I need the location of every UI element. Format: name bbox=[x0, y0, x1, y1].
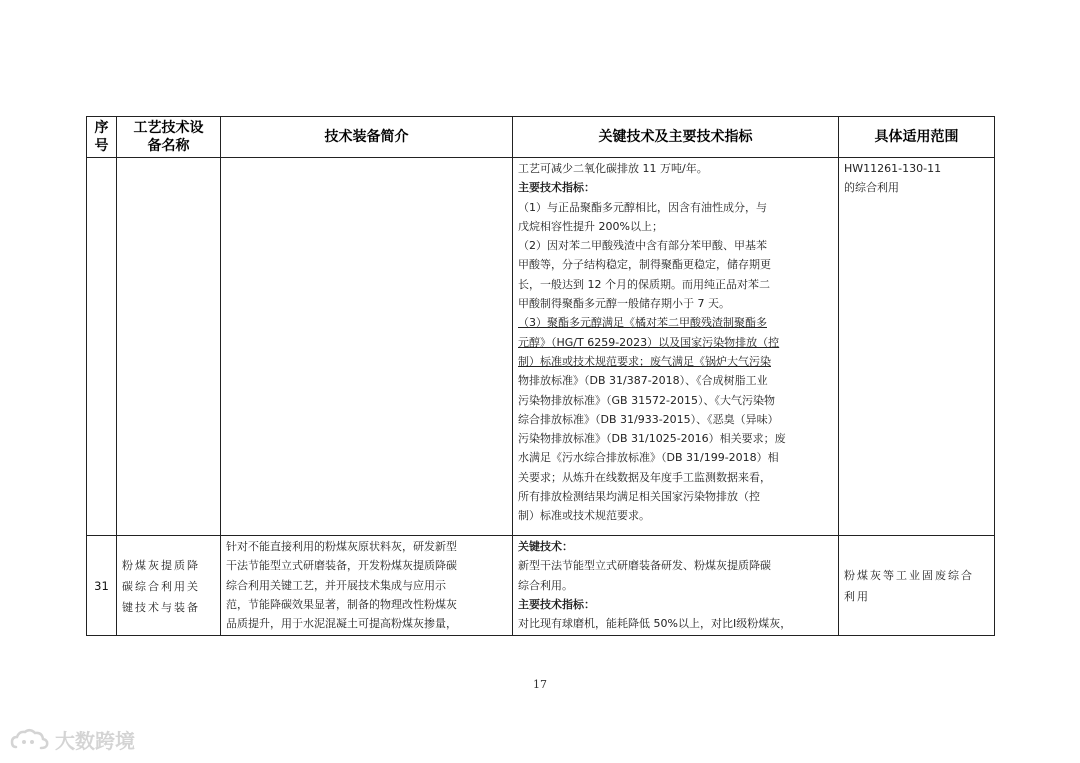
table-header-row bbox=[87, 117, 995, 158]
row2-scope-cell bbox=[839, 536, 995, 636]
text-line: 综合利用。 bbox=[518, 578, 573, 592]
row1-scope-text bbox=[839, 158, 994, 198]
text-line: 工艺可减少二氧化碳排放 11 万吨/年。 bbox=[518, 162, 708, 175]
text-line: （3）聚酯多元醇满足《橘对苯二甲酸残渣制聚酯多 bbox=[518, 316, 767, 330]
text-line: HW11261-130-11 bbox=[844, 162, 942, 175]
text-line: 综合排放标准》（DB 31/933-2015）、《恶臭（异味） bbox=[518, 412, 779, 426]
text-line: 对比现有球磨机，能耗降低 50%以上，对比Ⅰ级粉煤灰， bbox=[518, 617, 792, 631]
header-name-text: 工艺技术设 备名称 bbox=[133, 120, 204, 154]
header-scope: 具体适用范围 bbox=[839, 117, 995, 158]
text-line: 元醇》（HG/T 6259-2023）以及国家污染物排放（控 bbox=[518, 335, 780, 349]
row2-intro-cell bbox=[221, 536, 513, 636]
row2-key-cell bbox=[513, 536, 839, 636]
text-line: 制）标准或技术规范要求；废气满足《锅炉大气污染 bbox=[518, 354, 771, 368]
text-line: 的综合利用 bbox=[844, 181, 899, 195]
text-line: 戊烷相容性提升 200%以上； bbox=[518, 219, 663, 233]
header-seq-text: 序 号 bbox=[94, 120, 109, 154]
text-line: 碳综合利用关 bbox=[122, 579, 200, 593]
text-line: 制）标准或技术规范要求。 bbox=[518, 509, 650, 523]
header-seq bbox=[87, 117, 117, 158]
text-line: 所有排放检测结果均满足相关国家污染物排放（控 bbox=[518, 490, 760, 504]
header-key: 关键技术及主要技术指标 bbox=[513, 117, 839, 158]
table-row bbox=[87, 536, 995, 636]
page-number: 17 bbox=[533, 678, 547, 691]
text-line: 综合利用关键工艺，并开展技术集成与应用示 bbox=[226, 578, 446, 592]
text-line: 关要求；从炼升在线数据及年度手工监测数据来看， bbox=[518, 470, 771, 484]
row2-scope-text bbox=[839, 564, 994, 607]
text-line: 粉煤灰提质降 bbox=[122, 558, 200, 572]
text-line: 甲酸制得聚酯多元醇一般储存期小于 7 天。 bbox=[518, 297, 730, 311]
text-line: 利用 bbox=[844, 590, 870, 603]
table-row bbox=[87, 158, 995, 536]
text-line: 甲酸等，分子结构稳定，制得聚酯更稳定，储存期更 bbox=[518, 258, 771, 272]
text-line: 主要技术指标： bbox=[518, 181, 595, 195]
text-line: 主要技术指标： bbox=[518, 597, 595, 611]
text-line: 长，一般达到 12 个月的保质期。而用纯正品对苯二 bbox=[518, 277, 770, 291]
watermark-text: 大数跨境 bbox=[55, 729, 135, 753]
header-name bbox=[117, 117, 221, 158]
row2-name-text bbox=[117, 554, 220, 618]
text-line: 污染物排放标准》（GB 31572-2015）、《大气污染物 bbox=[518, 393, 776, 407]
row1-seq-cell bbox=[87, 158, 117, 536]
row1-intro-cell bbox=[221, 158, 513, 536]
row2-seq-cell: 31 bbox=[87, 536, 117, 636]
row2-name-cell bbox=[117, 536, 221, 636]
text-line: 品质提升，用于水泥混凝土可提高粉煤灰掺量， bbox=[226, 617, 457, 631]
text-line: 新型干法节能型立式研磨装备研发、粉煤灰提质降碳 bbox=[518, 559, 771, 573]
text-line: 范，节能降碳效果显著，制备的物理改性粉煤灰 bbox=[226, 597, 457, 611]
text-line: 粉煤灰等工业固废综合 bbox=[844, 569, 974, 582]
header-intro: 技术装备简介 bbox=[221, 117, 513, 158]
watermark bbox=[10, 725, 135, 754]
text-line: 干法节能型立式研磨装备，开发粉煤灰提质降碳 bbox=[226, 559, 457, 573]
text-line: 关键技术： bbox=[518, 540, 573, 553]
row1-key-cell bbox=[513, 158, 839, 536]
technology-table bbox=[86, 116, 995, 636]
text-line: 污染物排放标准》（DB 31/1025-2016）相关要求；废 bbox=[518, 432, 786, 446]
row1-scope-cell bbox=[839, 158, 995, 536]
text-line: （2）因对苯二甲酸残渣中含有部分苯甲酸、甲基苯 bbox=[518, 239, 767, 253]
text-line: 物排放标准》（DB 31/387-2018）、《合成树脂工业 bbox=[518, 374, 768, 388]
text-line: 水满足《污水综合排放标准》（DB 31/199-2018）相 bbox=[518, 451, 779, 465]
row2-key-text bbox=[513, 536, 838, 633]
row1-name-cell bbox=[117, 158, 221, 536]
row2-intro-text bbox=[221, 536, 512, 633]
text-line: （1）与正品聚酯多元醇相比，因含有油性成分，与 bbox=[518, 200, 767, 214]
cloud-logo-icon bbox=[10, 727, 50, 753]
text-line: 针对不能直接利用的粉煤灰原状料灰，研发新型 bbox=[226, 540, 457, 553]
row1-key-text bbox=[513, 158, 838, 526]
text-line: 键技术与装备 bbox=[122, 600, 200, 614]
